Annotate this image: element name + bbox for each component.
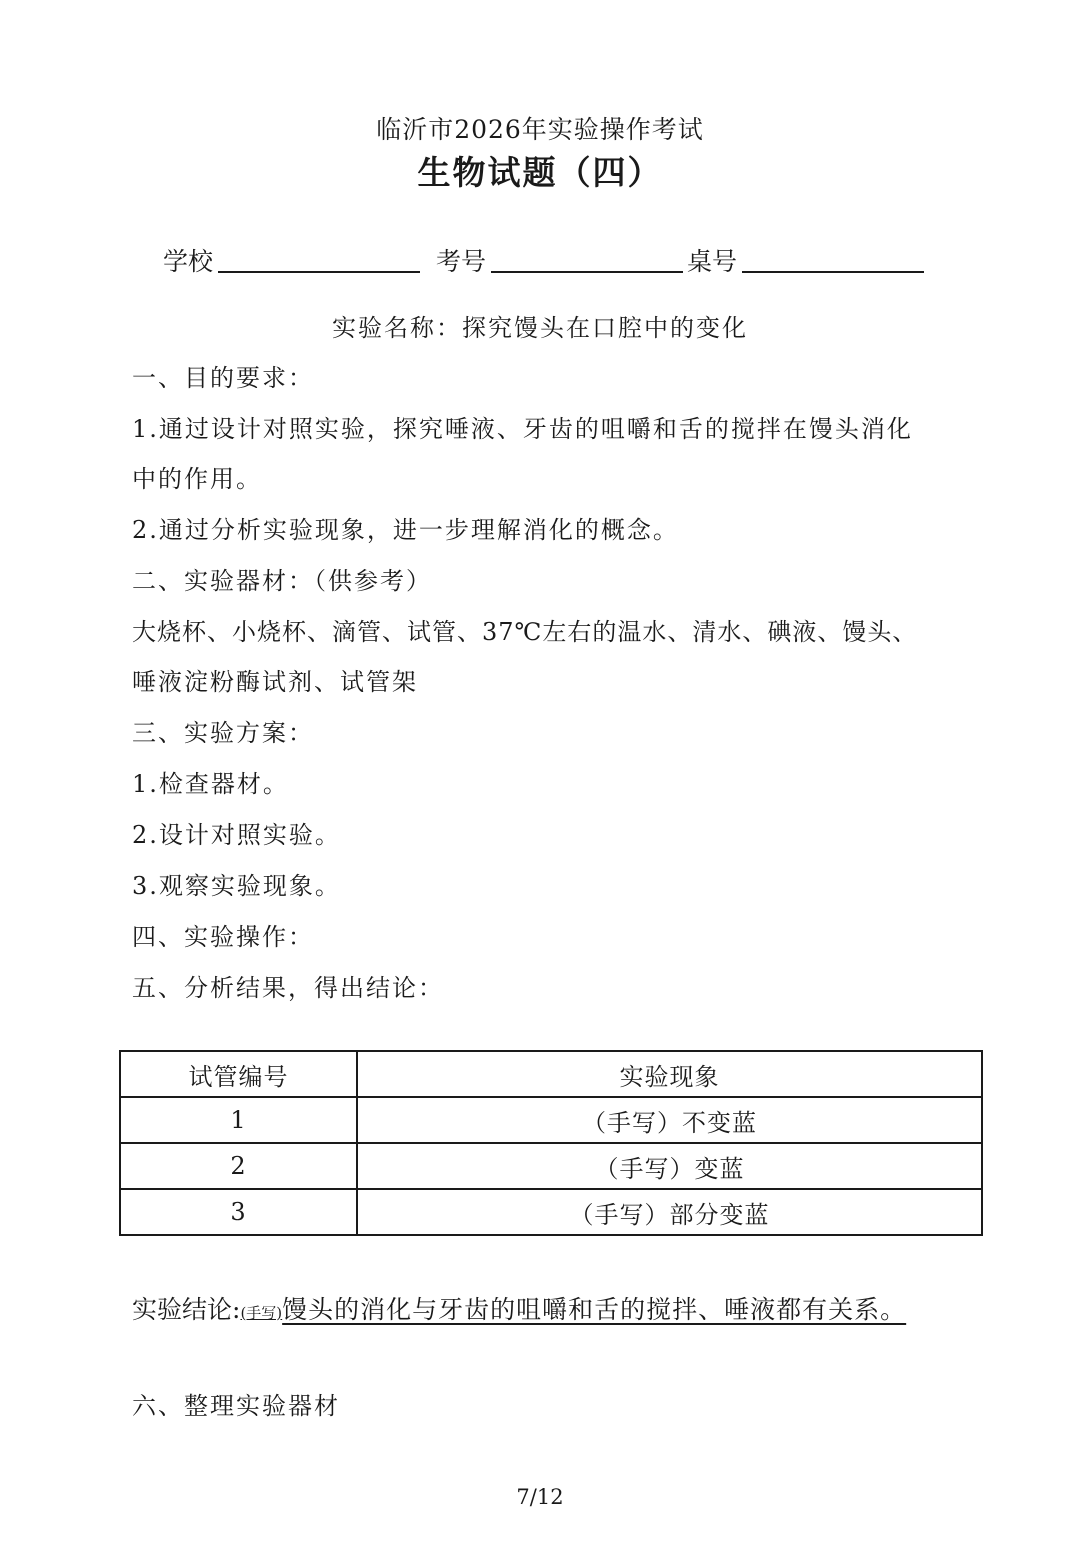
- section-5-heading: 五、分析结果，得出结论：: [132, 974, 444, 1002]
- section-2-heading: 二、实验器材：（供参考）: [132, 567, 432, 595]
- section-6-heading: 六、整理实验器材: [132, 1392, 340, 1420]
- experiment-name: 实验名称：探究馒头在口腔中的变化: [332, 314, 748, 342]
- objective-1-line-2: 中的作用。: [132, 465, 262, 493]
- header-tube-number: 试管编号: [120, 1051, 357, 1097]
- table-row: [120, 1189, 982, 1235]
- section-4-heading: 四、实验操作：: [132, 923, 314, 951]
- tube-number-cell: 3: [120, 1189, 357, 1235]
- phenomenon-cell: （手写）变蓝: [357, 1143, 982, 1189]
- materials-line-1: 大烧杯、小烧杯、滴管、试管、37℃左右的温水、清水、碘液、馒头、: [132, 618, 918, 646]
- table-row: [120, 1143, 982, 1189]
- table-row: [120, 1097, 982, 1143]
- materials-line-2: 唾液淀粉酶试剂、试管架: [132, 668, 418, 696]
- school-label: 学校: [163, 247, 214, 276]
- desk-number-label: 桌号: [687, 247, 738, 276]
- plan-step-2: 2.设计对照实验。: [132, 821, 341, 849]
- plan-step-1: 1.检查器材。: [132, 770, 289, 798]
- paper-title: 生物试题（四）: [417, 153, 663, 192]
- desk-number-blank[interactable]: [742, 271, 924, 273]
- objective-1-line-1: 1.通过设计对照实验，探究唾液、牙齿的咀嚼和舌的搅拌在馒头消化: [132, 415, 913, 443]
- handwritten-tag: (手写): [240, 1304, 283, 1322]
- conclusion-text: 馒头的消化与牙齿的咀嚼和舌的搅拌、唾液都有关系。: [282, 1295, 907, 1324]
- phenomenon-cell: （手写）不变蓝: [357, 1097, 982, 1143]
- header-phenomenon: 实验现象: [357, 1051, 982, 1097]
- conclusion: [132, 1290, 906, 1326]
- exam-title: 临沂市2026年实验操作考试: [376, 115, 704, 144]
- school-blank[interactable]: [218, 271, 420, 273]
- section-3-heading: 三、实验方案：: [132, 719, 314, 747]
- plan-step-3: 3.观察实验现象。: [132, 872, 341, 900]
- section-1-heading: 一、目的要求：: [132, 364, 314, 392]
- results-table: [119, 1050, 983, 1236]
- exam-number-blank[interactable]: [491, 271, 683, 273]
- conclusion-label: 实验结论:: [132, 1295, 241, 1324]
- tube-number-cell: 2: [120, 1143, 357, 1189]
- exam-number-label: 考号: [436, 247, 487, 276]
- phenomenon-cell: （手写）部分变蓝: [357, 1189, 982, 1235]
- objective-2: 2.通过分析实验现象，进一步理解消化的概念。: [132, 516, 679, 544]
- page-number: 7/12: [516, 1485, 564, 1509]
- tube-number-cell: 1: [120, 1097, 357, 1143]
- table-header-row: [120, 1051, 982, 1097]
